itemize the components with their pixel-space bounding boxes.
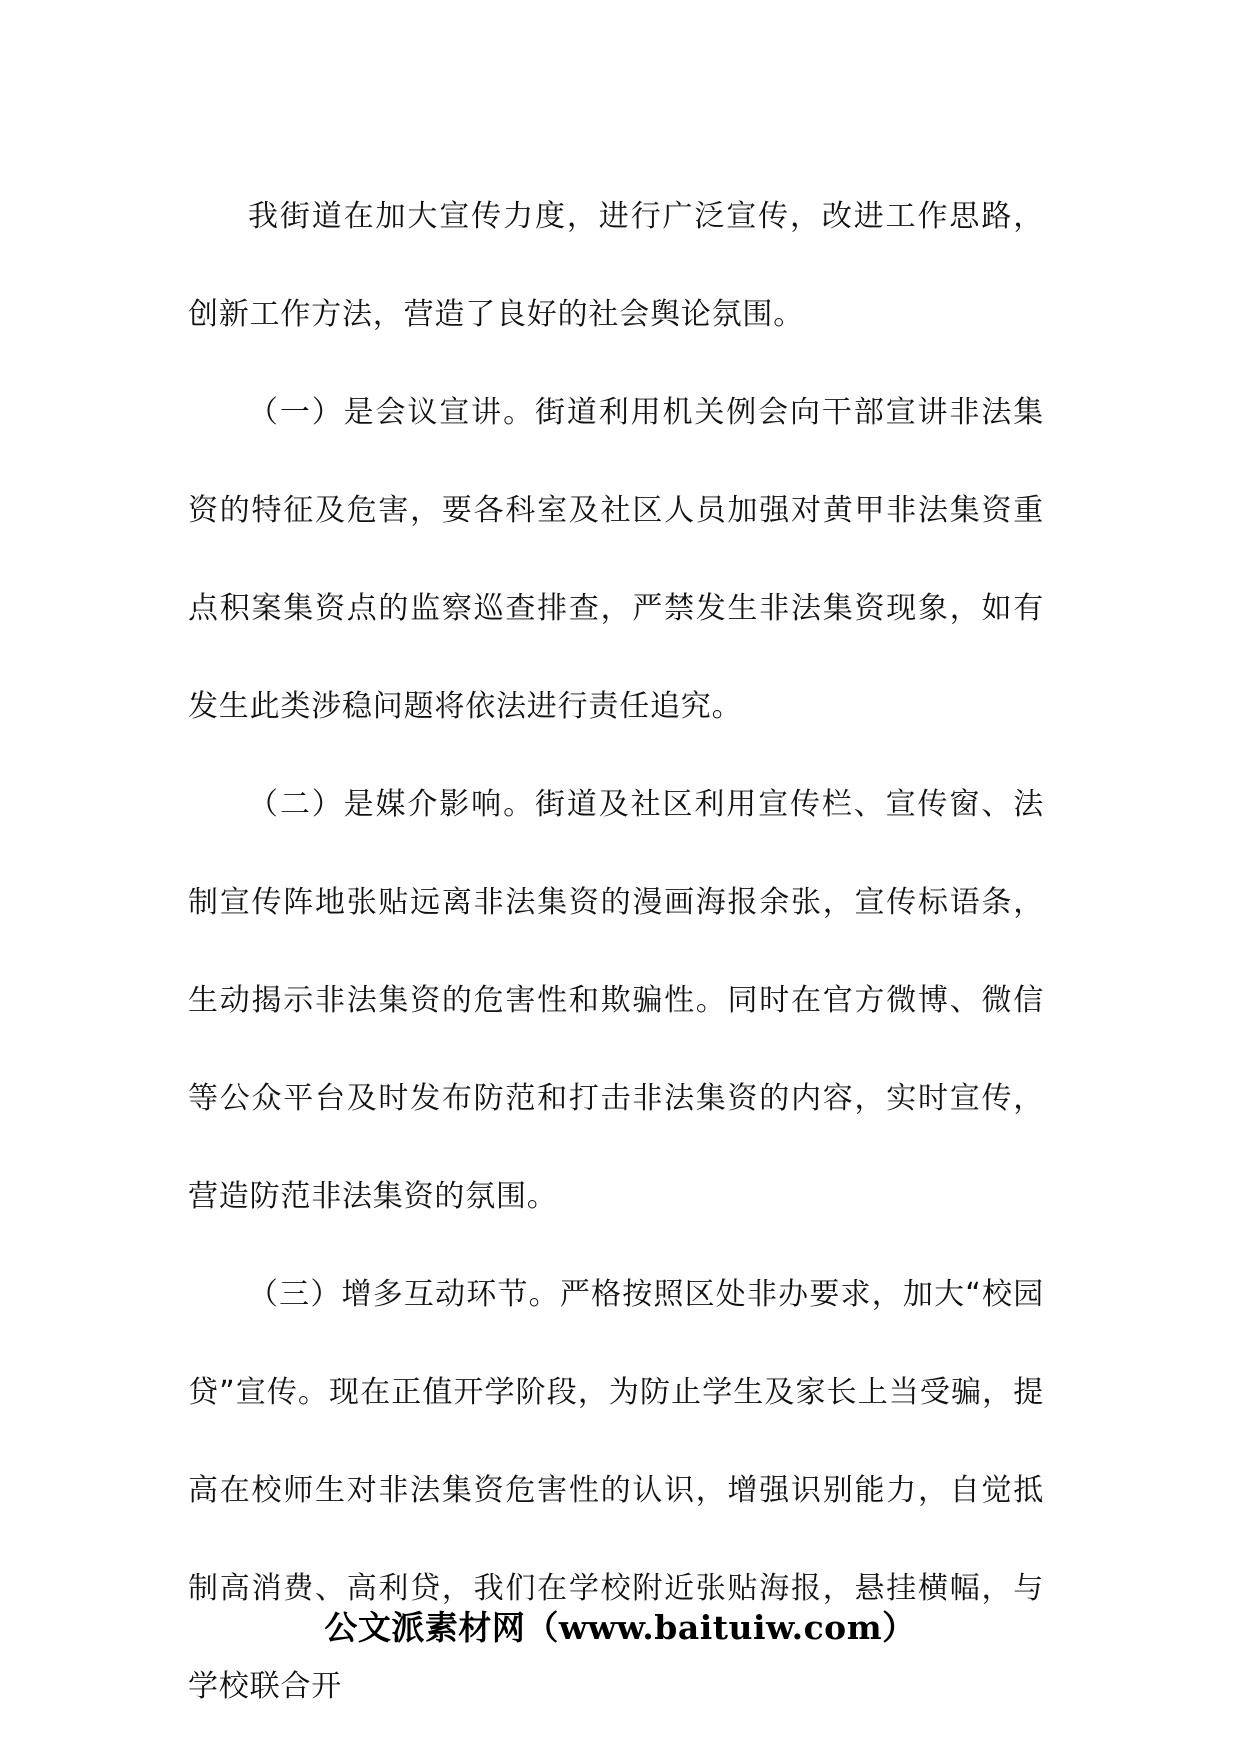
paragraph-intro: 我街道在加大宣传力度，进行广泛宣传，改进工作思路，创新工作方法，营造了良好的社会舆论氛围。 — [188, 199, 1044, 332]
paragraph-section-1: （一）是会议宣讲。街道利用机关例会向干部宣讲非法集资的特征及危害，要各科室及社区人员加强对黄甲非法集资重点积案集资点的监察巡查排查，严禁发生非法集资现象，如有发生此类涉稳问题将依法进行责任追究。 — [188, 395, 1044, 724]
footer-watermark: 公文派素材网（www.baituiw.com） — [324, 1608, 916, 1647]
paragraph-section-2: （二）是媒介影响。街道及社区利用宣传栏、宣传窗、法制宣传阵地张贴远离非法集资的漫画海报余张，宣传标语条，生动揭示非法集资的危害性和欺骗性。同时在官方微博、微信等公众平台及时发布防范和打击非法集资的内容，实时宣传，营造防范非法集资的氛围。 — [188, 787, 1044, 1214]
document-body — [188, 168, 1044, 1736]
paragraph-section-3: （三）增多互动环节。严格按照区处非办要求，加大“校园贷”宣传。现在正值开学阶段，为防止学生及家长上当受骗，提高在校师生对非法集资危害性的认识，增强识别能力，自觉抵制高消费、高利贷，我们在学校附近张贴海报，悬挂横幅，与学校联合开 — [188, 1277, 1044, 1704]
